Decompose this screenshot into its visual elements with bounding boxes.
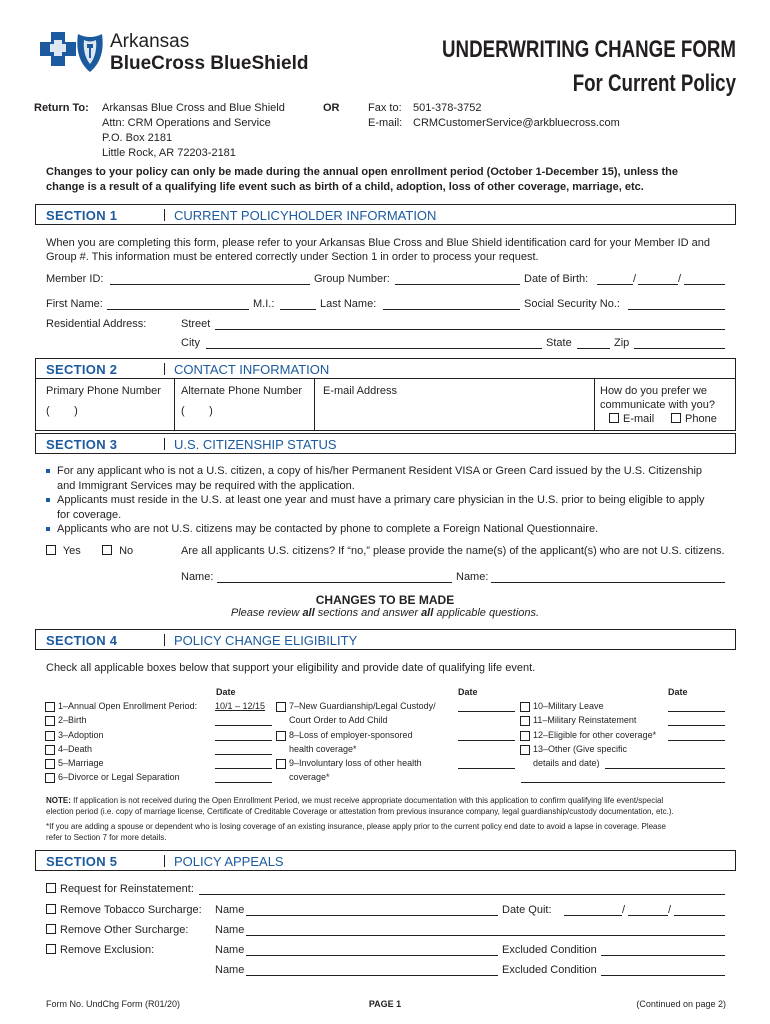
date-header: Date: [216, 687, 236, 697]
yes-option[interactable]: Yes: [46, 545, 81, 558]
date-slash: /: [668, 904, 672, 916]
noncitizen-name-label: Name:: [456, 571, 489, 583]
noncitizen-name-label: Name:: [181, 571, 214, 583]
event-label: 10–Military Leave: [533, 701, 604, 711]
section5-num: SECTION 5: [46, 854, 118, 869]
other-details-field[interactable]: [605, 768, 725, 769]
zip-field[interactable]: [634, 348, 725, 349]
section3-header: [35, 433, 736, 454]
logo: [36, 32, 108, 76]
prefer-label: communicate with you?: [600, 399, 715, 411]
mi-field[interactable]: [280, 309, 316, 310]
open-enrollment-date: 10/1 – 12/15: [215, 701, 266, 711]
event-label: Court Order to Add Child: [289, 715, 388, 725]
section2-title: CONTACT INFORMATION: [174, 362, 330, 377]
event-date-field[interactable]: [458, 740, 515, 741]
prefer-email-option[interactable]: E-mail: [609, 413, 654, 426]
last-name-label: Last Name:: [320, 298, 377, 310]
checkbox-icon[interactable]: [46, 944, 56, 954]
group-number-label: Group Number:: [314, 273, 390, 285]
event-label: coverage*: [289, 772, 330, 782]
bullet-icon: [46, 527, 50, 531]
fax-label: Fax to:: [368, 102, 402, 114]
exclusion-option[interactable]: Remove Exclusion:: [46, 944, 154, 957]
page-number: PAGE 1: [368, 999, 402, 1009]
checkbox-icon[interactable]: [520, 702, 530, 712]
alternate-phone-label: Alternate Phone Number: [181, 385, 303, 397]
continued-note: (Continued on page 2): [636, 999, 726, 1009]
prefer-label: How do you prefer we: [600, 385, 707, 397]
tobacco-option[interactable]: Remove Tobacco Surcharge:: [46, 904, 202, 917]
first-name-field[interactable]: [107, 309, 249, 310]
email-address-label: E-mail Address: [323, 385, 397, 397]
event-date-field[interactable]: [668, 725, 725, 726]
section4-title: POLICY CHANGE ELIGIBILITY: [174, 633, 358, 648]
event-label: details and date): [533, 758, 600, 768]
date-quit-day-field[interactable]: [628, 915, 668, 916]
note-line: election period (i.e. copy of marriage license, Certificate of Creditable Coverage or attestation from previous insurance company, legal guardianship/custody documentation, etc.).: [46, 807, 674, 816]
date-quit-year-field[interactable]: [674, 915, 725, 916]
checkbox-icon[interactable]: [520, 716, 530, 726]
dob-label: Date of Birth:: [524, 273, 589, 285]
return-address-line: P.O. Box 2181: [102, 132, 173, 144]
email-address: CRMCustomerService@arkbluecross.com: [413, 117, 620, 129]
checkbox-icon[interactable]: [46, 904, 56, 914]
changes-subtitle: Please review all sections and answer all applicable questions.: [230, 607, 540, 619]
event-label: health coverage*: [289, 744, 357, 754]
dob-month-field[interactable]: [597, 284, 633, 285]
form-subtitle: For Current Policy: [572, 70, 736, 97]
event-date-field[interactable]: [668, 711, 725, 712]
street-field[interactable]: [215, 329, 725, 330]
checkbox-icon[interactable]: [46, 545, 56, 555]
section3-num: SECTION 3: [46, 437, 118, 452]
event-label: 9–Involuntary loss of other health: [289, 758, 422, 768]
tobacco-name-field[interactable]: [246, 915, 498, 916]
ssn-field[interactable]: [628, 309, 725, 310]
reinstatement-field[interactable]: [199, 894, 725, 895]
exclusion-name-field[interactable]: [246, 975, 498, 976]
date-header: Date: [668, 687, 688, 697]
citizenship-bullet: and Immigrant Services may be required with the application.: [57, 480, 355, 492]
event-date-field[interactable]: [458, 711, 515, 712]
fax-number: 501-378-3752: [413, 102, 482, 114]
event-label: 5–Marriage: [58, 758, 104, 768]
section1-num: SECTION 1: [46, 208, 118, 223]
event-label: 13–Other (Give specific: [533, 744, 628, 754]
event-date-field[interactable]: [215, 740, 272, 741]
event-label: 11–Military Reinstatement: [533, 715, 637, 725]
section1-title: CURRENT POLICYHOLDER INFORMATION: [174, 208, 437, 223]
checkbox-icon[interactable]: [46, 924, 56, 934]
state-label: State: [546, 337, 572, 349]
section1-header: [35, 204, 736, 225]
event-label: 6–Divorce or Legal Separation: [58, 772, 180, 782]
event-date-field[interactable]: [458, 768, 515, 769]
checkbox-icon[interactable]: [520, 731, 530, 741]
checkbox-icon[interactable]: [45, 759, 55, 769]
checkbox-icon[interactable]: [45, 745, 55, 755]
noncitizen-name-field[interactable]: [491, 582, 725, 583]
event-date-field[interactable]: [215, 725, 272, 726]
first-name-label: First Name:: [46, 298, 103, 310]
other-surcharge-field[interactable]: [246, 935, 725, 936]
citizenship-bullet: Applicants must reside in the U.S. at least one year and must have a primary care physician in the U.S. prior to being eligible to apply: [57, 494, 705, 506]
member-id-label: Member ID:: [46, 273, 104, 285]
section1-intro: Group #. This information must be entered correctly under Section 1 in order to process your request.: [46, 251, 539, 263]
return-to-label: Return To:: [34, 102, 89, 114]
event-date-field[interactable]: [668, 740, 725, 741]
section4-intro: Check all applicable boxes below that support your eligibility and provide date of qualifying life event.: [46, 662, 536, 674]
dob-slash: /: [678, 273, 682, 285]
citizenship-question: Are all applicants U.S. citizens? If “no,” please provide the name(s) of the applicant(s) who are not U.S. citizens.: [181, 545, 725, 557]
date-quit-label: Date Quit:: [502, 904, 552, 916]
checkbox-icon[interactable]: [45, 702, 55, 712]
name-label: Name: [215, 924, 245, 936]
primary-phone-field[interactable]: ( ): [46, 405, 78, 417]
other-details-field[interactable]: [521, 782, 725, 783]
checkbox-icon[interactable]: [45, 716, 55, 726]
form-number: Form No. UndChg Form (R01/20): [46, 999, 181, 1009]
event-date-field[interactable]: [215, 768, 272, 769]
citizenship-bullet: Applicants who are not U.S. citizens may be contacted by phone to complete a Foreign National Questionnaire.: [57, 523, 599, 535]
email-label: E-mail:: [368, 117, 403, 129]
ssn-label: Social Security No.:: [524, 298, 620, 310]
changes-title: CHANGES TO BE MADE: [315, 593, 455, 607]
street-label: Street: [181, 318, 211, 330]
form-title: UNDERWRITING CHANGE FORM: [442, 36, 736, 63]
event-label: 3–Adoption: [58, 730, 104, 740]
event-label: 1–Annual Open Enrollment Period:: [58, 701, 198, 711]
group-number-field[interactable]: [395, 284, 520, 285]
reinstatement-option[interactable]: Request for Reinstatement:: [46, 883, 194, 896]
section5-header: [35, 850, 736, 871]
brand-line1: Arkansas: [110, 31, 190, 52]
citizenship-bullet: For any applicant who is not a U.S. citizen, a copy of his/her Permanent Resident VISA or Green Card issued by the U.S. Citizenship: [57, 465, 703, 477]
checkbox-icon[interactable]: [276, 731, 286, 741]
return-address-line: Arkansas Blue Cross and Blue Shield: [102, 102, 285, 114]
section2-num: SECTION 2: [46, 362, 118, 377]
date-header: Date: [458, 687, 478, 697]
notice-line: Changes to your policy can only be made during the annual open enrollment period (October 1-December 15), unless the: [46, 166, 679, 178]
date-slash: /: [622, 904, 626, 916]
event-label: 4–Death: [58, 744, 93, 754]
primary-phone-label: Primary Phone Number: [46, 385, 161, 397]
name-label: Name: [215, 944, 245, 956]
checkbox-icon[interactable]: [671, 413, 681, 423]
dob-year-field[interactable]: [684, 284, 725, 285]
event-label: 7–New Guardianship/Legal Custody/: [289, 701, 436, 711]
event-label: 12–Eligible for other coverage*: [533, 730, 657, 740]
member-id-field[interactable]: [110, 284, 310, 285]
section2-header: [35, 358, 736, 379]
footnote-line: *If you are adding a spouse or dependent who is losing coverage of an existing insurance, please apply prior to the current policy end date to avoid a lapse in coverage. Please: [46, 822, 666, 831]
section1-intro: When you are completing this form, please refer to your Arkansas Blue Cross and Blue Shield identification card for your Member ID and: [46, 237, 710, 249]
section4-header: [35, 629, 736, 650]
city-label: City: [181, 337, 200, 349]
excluded-condition-label: Excluded Condition: [502, 964, 597, 976]
name-label: Name: [215, 904, 245, 916]
checkbox-icon[interactable]: [609, 413, 619, 423]
return-address-line: Attn: CRM Operations and Service: [102, 117, 271, 129]
last-name-field[interactable]: [383, 309, 520, 310]
section5-title: POLICY APPEALS: [174, 854, 284, 869]
checkbox-icon[interactable]: [102, 545, 112, 555]
citizenship-bullet: for coverage.: [57, 509, 122, 521]
brand-line2: BlueCross BlueShield: [110, 53, 309, 74]
checkbox-icon[interactable]: [45, 773, 55, 783]
prefer-phone-option[interactable]: Phone: [671, 413, 717, 426]
checkbox-icon[interactable]: [276, 759, 286, 769]
return-address-line: Little Rock, AR 72203-2181: [102, 147, 236, 159]
section4-num: SECTION 4: [46, 633, 118, 648]
checkbox-icon[interactable]: [520, 745, 530, 755]
event-label: 2–Birth: [58, 715, 87, 725]
event-date-field[interactable]: [215, 754, 272, 755]
section3-title: U.S. CITIZENSHIP STATUS: [174, 437, 337, 452]
dob-day-field[interactable]: [638, 284, 678, 285]
alternate-phone-field[interactable]: ( ): [181, 405, 213, 417]
exclusion-name-field[interactable]: [246, 955, 498, 956]
city-field[interactable]: [206, 348, 542, 349]
state-field[interactable]: [577, 348, 610, 349]
excluded-condition-label: Excluded Condition: [502, 944, 597, 956]
mi-label: M.I.:: [253, 298, 275, 310]
or-label: OR: [323, 102, 340, 114]
other-surcharge-option[interactable]: Remove Other Surcharge:: [46, 924, 188, 937]
footnote-line: refer to Section 7 for more details.: [46, 833, 167, 842]
checkbox-icon[interactable]: [45, 731, 55, 741]
noncitizen-name-field[interactable]: [217, 582, 452, 583]
excluded-condition-field[interactable]: [601, 955, 725, 956]
event-label: 8–Loss of employer-sponsored: [289, 730, 413, 740]
date-quit-month-field[interactable]: [564, 915, 622, 916]
no-option[interactable]: No: [102, 545, 133, 558]
bullet-icon: [46, 469, 50, 473]
bluecross-blueshield-icon: [36, 32, 108, 76]
name-label: Name: [215, 964, 245, 976]
dob-slash: /: [633, 273, 637, 285]
excluded-condition-field[interactable]: [601, 975, 725, 976]
zip-label: Zip: [614, 337, 630, 349]
residential-address-label: Residential Address:: [46, 318, 147, 330]
notice-line: change is a result of a qualifying life event such as birth of a child, adoption, loss of other coverage, marriage, etc.: [46, 181, 644, 193]
checkbox-icon[interactable]: [46, 883, 56, 893]
event-date-field[interactable]: [215, 782, 272, 783]
note-line: NOTE: If application is not received during the Open Enrollment Period, we must receive appropriate documentation with this application to confirm qualifying life event/special: [46, 796, 664, 805]
checkbox-icon[interactable]: [276, 702, 286, 712]
bullet-icon: [46, 498, 50, 502]
